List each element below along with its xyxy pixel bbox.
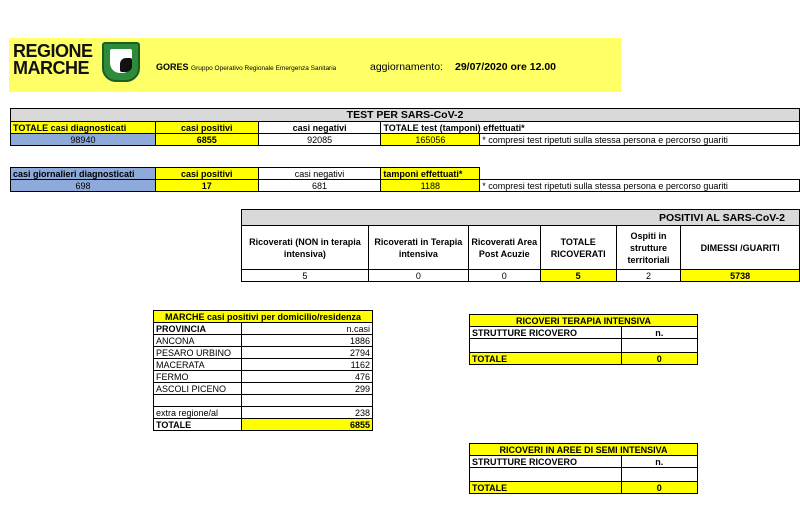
province-total-value: 6855 [241,419,372,431]
logo-line1: REGIONE [13,41,93,61]
positivi-title: POSITIVI AL SARS-CoV-2 [242,210,800,226]
th-daily-positivi: casi positivi [155,168,258,180]
val-tamponi: 165056 [381,134,480,146]
gores-full: Gruppo Operativo Regionale Emergenza Sanitaria [191,65,337,72]
val-daily-negativi: 681 [258,180,381,192]
regione-marche-logo [13,43,93,77]
th-ospiti-c: territoriali [627,254,670,265]
val-ti: 0 [368,270,468,282]
province-value: 1886 [241,335,372,347]
table-row [154,335,373,347]
val-negativi: 92085 [258,134,381,146]
province-total-label: TOTALE [154,419,242,431]
table-row [154,383,373,395]
si-th-strutture: STRUTTURE RICOVERO [470,456,622,468]
gores-label [156,62,336,72]
table-row [154,371,373,383]
th-dimessi: DIMESSI /GUARITI [681,226,800,270]
test-note: * compresi test ripetuti sulla stessa persona e percorso guariti [480,134,800,146]
province-title: MARCHE casi positivi per domicilio/residenza [154,311,373,323]
si-th-n: n. [621,456,697,468]
province-table [153,310,373,431]
th-daily-negativi: casi negativi [258,168,381,180]
th-ricoverati-a: Ricoverati (NON in terapia [249,236,361,247]
province-name: PESARO URBINO [154,347,242,359]
update-label: aggiornamento: [370,61,443,73]
val-post: 0 [468,270,540,282]
si-title: RICOVERI IN AREE DI SEMI INTENSIVA [470,444,698,456]
table-row [154,347,373,359]
th-ricoverati-b: intensiva) [283,248,326,259]
province-name: ANCONA [154,335,242,347]
th-giornalieri: casi giornalieri diagnosticati [11,168,156,180]
th-provincia: PROVINCIA [154,323,242,335]
th-negativi: casi negativi [258,122,381,134]
province-name: MACERATA [154,359,242,371]
ti-th-n: n. [621,327,697,339]
daily-note: * compresi test ripetuti sulla stessa persona e percorso guariti [480,180,800,192]
crest-icon [102,42,140,82]
province-value: 299 [241,383,372,395]
table-row [154,359,373,371]
extra-label: extra regione/al [154,407,242,419]
province-value: 476 [241,371,372,383]
province-value: 1162 [241,359,372,371]
si-total-value: 0 [621,482,697,494]
th-post-b: Post Acuzie [478,248,530,259]
gores-abbr: GORES [156,62,189,72]
update-value: 29/07/2020 ore 12.00 [455,61,557,73]
th-ospiti-a: Ospiti in [630,230,667,241]
th-totric-b: RICOVERATI [550,248,606,259]
si-table [469,443,698,494]
positivi-table [241,209,800,282]
ti-total-label: TOTALE [470,353,622,365]
ti-table [469,314,698,365]
th-positivi: casi positivi [155,122,258,134]
val-dimessi: 5738 [681,270,800,282]
ti-th-strutture: STRUTTURE RICOVERO [470,327,622,339]
th-totale: TOTALE casi diagnosticati [11,122,156,134]
val-ospiti: 2 [616,270,681,282]
val-ricoverati: 5 [242,270,369,282]
si-total-label: TOTALE [470,482,622,494]
extra-value: 238 [241,407,372,419]
th-tamponi: TOTALE test (tamponi) effettuati* [381,122,800,134]
th-post-a: Ricoverati Area [471,236,538,247]
ti-total-value: 0 [621,353,697,365]
logo-line2: MARCHE [13,58,89,78]
th-ospiti-b: strutture [629,242,667,253]
val-positivi: 6855 [155,134,258,146]
val-totale: 98940 [11,134,156,146]
province-value: 2794 [241,347,372,359]
test-table [10,108,800,146]
val-daily-positivi: 17 [155,180,258,192]
th-ti-a: Ricoverati in Terapia [374,236,463,247]
province-name: FERMO [154,371,242,383]
th-totric-a: TOTALE [560,236,596,247]
th-ti-b: intensiva [398,248,438,259]
val-totric: 5 [540,270,616,282]
test-title: TEST PER SARS-CoV-2 [11,109,800,122]
val-daily-tamponi: 1188 [381,180,480,192]
th-ncasi: n.casi [241,323,372,335]
province-name: ASCOLI PICENO [154,383,242,395]
ti-title: RICOVERI TERAPIA INTENSIVA [470,315,698,327]
daily-table [10,167,800,192]
val-giornalieri: 698 [11,180,156,192]
th-daily-tamponi: tamponi effettuati* [381,168,480,180]
